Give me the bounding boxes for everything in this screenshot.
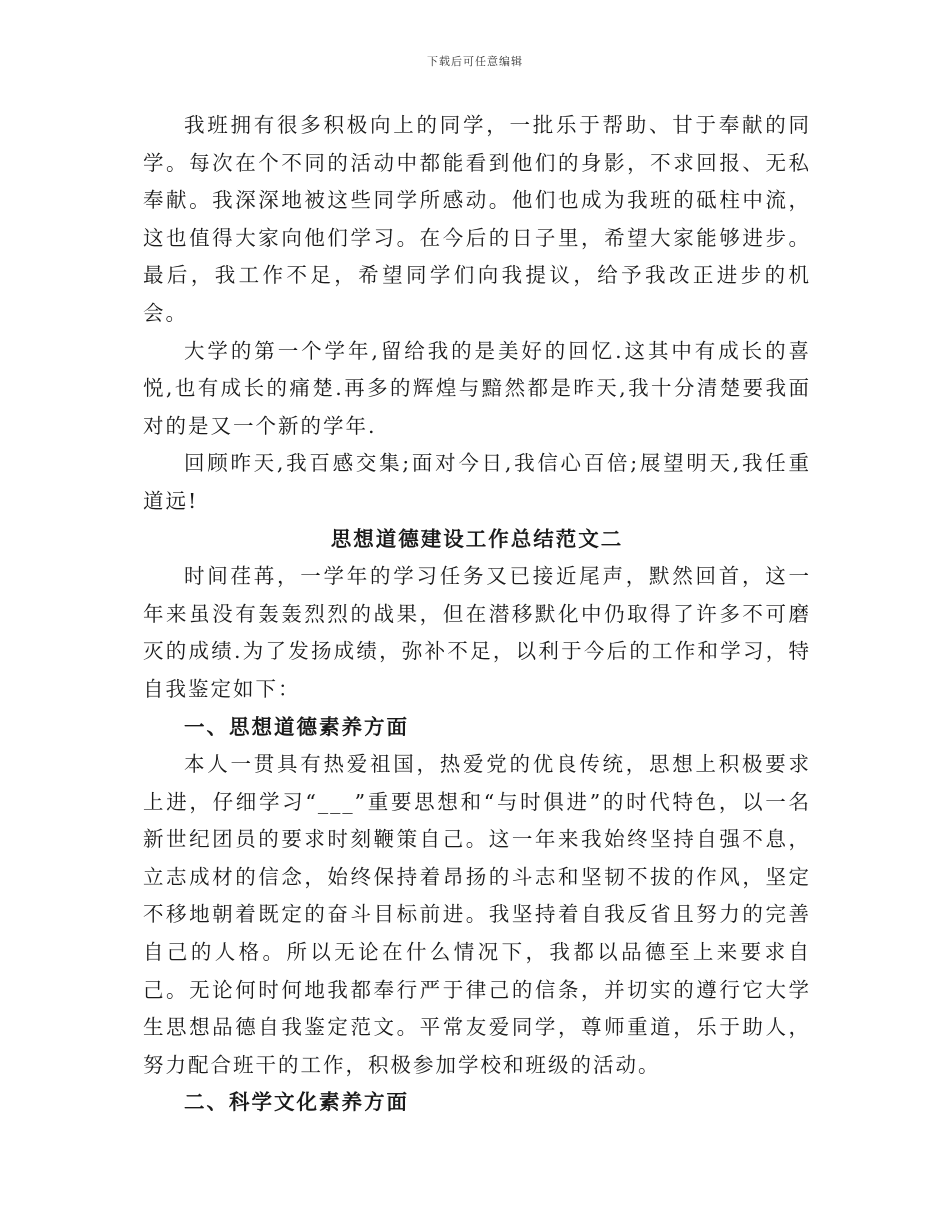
paragraph-3: 回顾昨天,我百感交集;面对今日,我信心百倍;展望明天,我任重道远! (143, 451, 811, 513)
paragraph-1: 我班拥有很多积极向上的同学，一批乐于帮助、甘于奉献的同学。每次在个不同的活动中都能看到他们的身影，不求回报、无私奉献。我深深地被这些同学所感动。他们也成为我班的砥柱中流，这也值得大家向他们学习。在今后的日子里，希望大家能够进步。最后，我工作不足，希望同学们向我提议，给予我改正进步的机会。 (143, 113, 811, 325)
subheading-2: 二、科学文化素养方面 (184, 1090, 409, 1115)
section-title: 思想道德建设工作总结范文二 (330, 526, 624, 551)
paragraph-5: 本人一贯具有热爱祖国，热爱党的优良传统，思想上积极要求上进，仔细学习“___”重要思想和“与时俱进”的时代特色，以一名新世纪团员的要求时刻鞭策自己。这一年来我始终坚持自强不息，立志成材的信念，始终保持着昂扬的斗志和坚韧不拔的作风，坚定不移地朝着既定的奋斗目标前进。我坚持着自我反省且努力的完善自己的人格。所以无论在什么情况下，我都以品德至上来要求自己。无论何时何地我都奉行严于律己的信条，并切实的遵行它大学生思想品德自我鉴定范文。平常友爱同学，尊师重道，乐于助人，努力配合班干的工作，积极参加学校和班级的活动。 (143, 752, 811, 1077)
document-body (143, 107, 811, 1122)
paragraph-4: 时间荏苒，一学年的学习任务又已接近尾声，默然回首，这一年来虽没有轰轰烈烈的战果，但在潜移默化中仍取得了许多不可磨灭的成绩.为了发扬成绩，弥补不足，以利于今后的工作和学习，特自我鉴定如下： (143, 564, 811, 701)
page-header-note: 下载后可任意编辑 (427, 55, 523, 68)
paragraph-2: 大学的第一个学年,留给我的是美好的回忆.这其中有成长的喜悦,也有成长的痛楚.再多的辉煌与黯然都是昨天,我十分清楚要我面对的是又一个新的学年. (143, 338, 811, 438)
subheading-1: 一、思想道德素养方面 (184, 714, 409, 739)
